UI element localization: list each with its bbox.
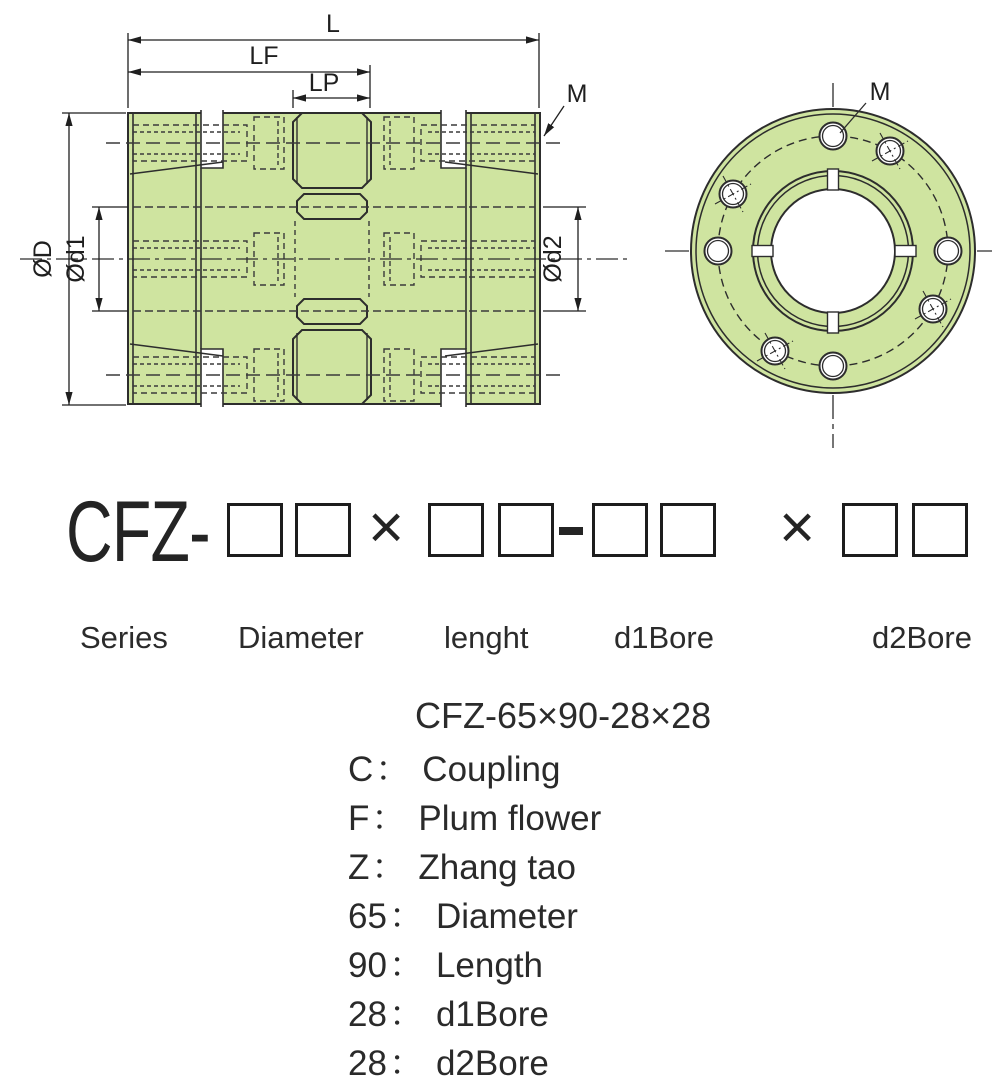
dim-label-lp: LP [308,69,340,97]
legend-colon: ： [371,799,407,838]
dash-separator [559,527,583,535]
code-box-length-1 [428,503,484,557]
code-box-d2bore-1 [842,503,898,557]
clamp-slit [441,110,466,168]
code-legend [348,748,601,1085]
legend-key: 28 [348,995,387,1034]
legend-key: 65 [348,897,387,936]
code-box-d1bore-1 [592,503,648,557]
field-label-d2bore: d2Bore [872,620,972,655]
legend-colon: ： [375,750,411,789]
legend-colon: ： [371,848,407,887]
legend-key: C [348,750,374,789]
legend-row-90 [348,944,601,993]
dim-label-od1: Ød1 [62,235,90,283]
legend-key: F [348,799,370,838]
technical-drawing [0,0,1000,475]
dim-label-od2: Ød2 [539,235,567,283]
legend-value: d2Bore [435,1044,549,1083]
example-code: CFZ-65×90-28×28 [415,695,712,736]
legend-row-65 [348,895,601,944]
field-label-length: lenght [444,620,529,655]
field-label-diameter: Diameter [238,620,364,655]
part-number-prefix: CFZ- [66,484,210,580]
legend-key: Z [348,848,370,887]
legend-value: Length [435,946,544,985]
dim-label-lf: LF [249,42,279,70]
legend-row-z [348,846,601,895]
clamp-slit [201,110,223,168]
legend-value: Zhang tao [418,848,577,887]
code-box-diameter-2 [295,503,351,557]
front-view [665,78,992,448]
dim-label-od: ØD [29,240,57,278]
dim-label-l: L [326,10,340,38]
dim-label-m-front: M [869,78,891,106]
side-view [20,10,628,407]
legend-colon: ： [388,946,424,985]
code-box-length-2 [498,503,554,557]
legend-row-c [348,748,601,797]
legend-row-28b [348,1042,601,1085]
times-sign-2: × [779,493,816,562]
code-box-diameter-1 [227,503,283,557]
dim-label-m-side: M [566,80,588,108]
legend-colon: ： [388,1044,424,1083]
legend-colon: ： [388,995,424,1034]
legend-value: Coupling [422,750,561,789]
legend-value: d1Bore [435,995,549,1034]
legend-row-28a [348,993,601,1042]
legend-colon: ： [388,897,424,936]
legend-key: 90 [348,946,387,985]
field-label-d1bore: d1Bore [614,620,714,655]
code-box-d2bore-2 [912,503,968,557]
code-box-d1bore-2 [660,503,716,557]
legend-value: Plum flower [418,799,602,838]
bore [771,189,895,313]
legend-row-f [348,797,601,846]
legend-key: 28 [348,1044,387,1083]
legend-value: Diameter [435,897,578,936]
times-sign-1: × [368,493,405,562]
field-label-series: Series [80,620,168,655]
